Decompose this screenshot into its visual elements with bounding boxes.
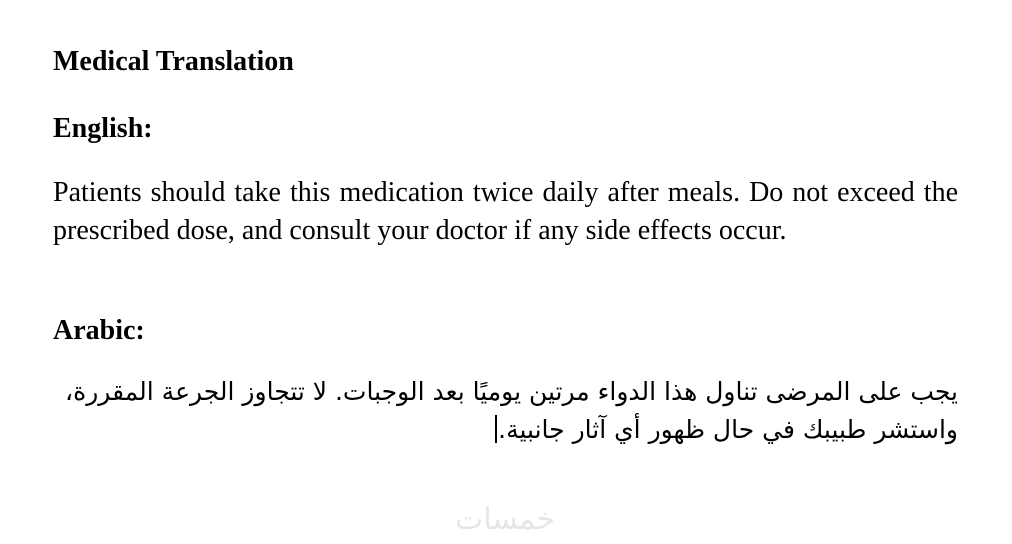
arabic-paragraph[interactable]	[53, 373, 958, 449]
english-paragraph[interactable]: Patients should take this medication twice daily after meals. Do not exceed the prescribed dose, and consult your doctor if any side effects occur.	[53, 177, 958, 246]
arabic-paragraph-text: يجب على المرضى تناول هذا الدواء مرتين يوميًا بعد الوجبات. لا تتجاوز الجرعة المقررة، واستشر طبيبك في حال ظهور أي آثار جانبية.	[65, 377, 958, 444]
document-title: Medical Translation	[53, 46, 294, 77]
watermark-logo: خمسات	[454, 502, 556, 537]
text-cursor	[495, 415, 497, 443]
arabic-heading: Arabic:	[53, 315, 145, 346]
english-heading: English:	[53, 113, 153, 144]
